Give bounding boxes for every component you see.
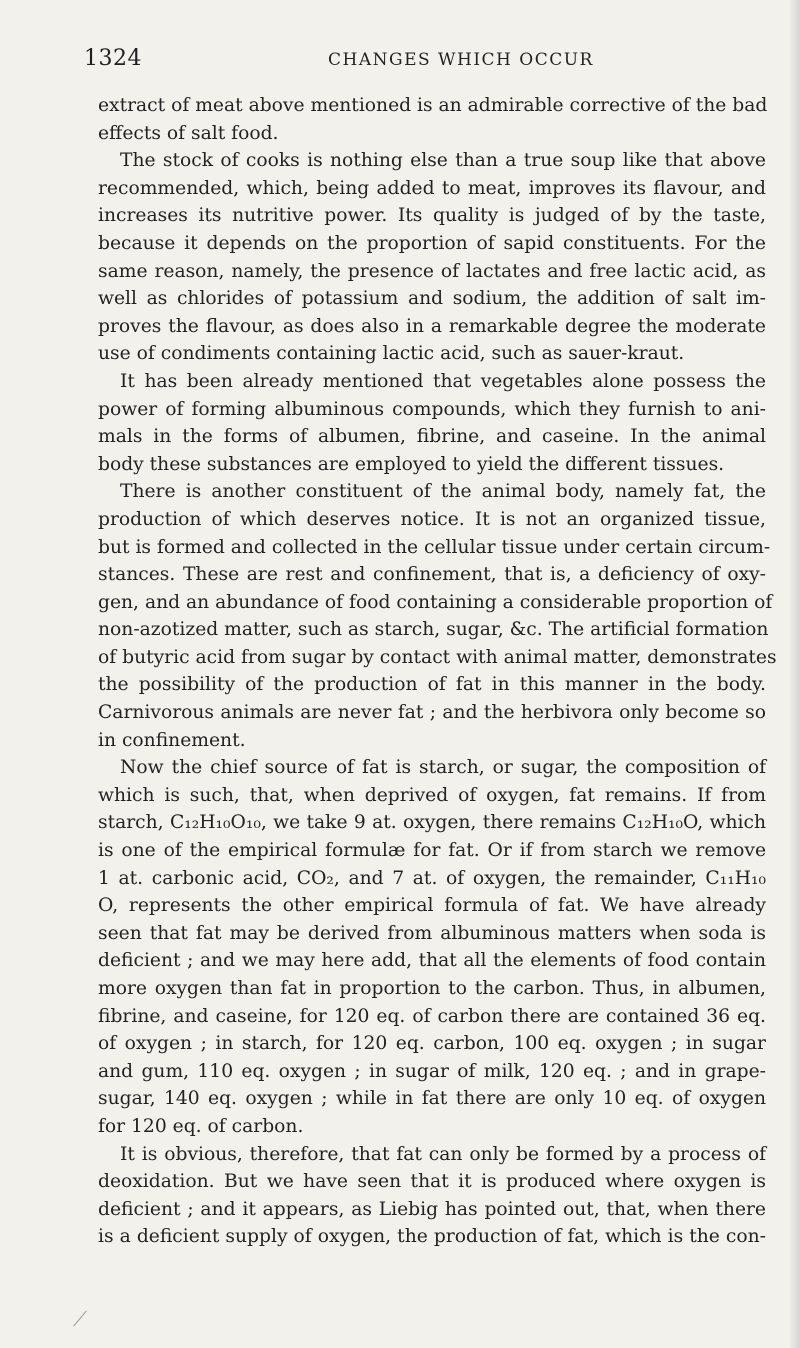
text-line: deficient ; and it appears, as Liebig has pointed out, that, when there	[98, 1198, 766, 1220]
text-line: use of condiments containing lactic acid, such as sauer-kraut.	[98, 343, 685, 365]
text-line: deficient ; and we may here add, that all the elements of food contain	[98, 950, 766, 972]
text-line: Carnivorous animals are never fat ; and the herbivora only become so	[98, 702, 766, 724]
text-line: sugar, 140 eq. oxygen ; while in fat there are only 10 eq. of oxygen	[98, 1088, 766, 1110]
text-line: power of forming albuminous compounds, which they furnish to ani-	[98, 398, 766, 420]
text-line: is one of the empirical formulæ for fat. Or if from starch we remove	[98, 840, 766, 862]
text-line: There is another constituent of the animal body, namely fat, the	[120, 481, 766, 503]
text-line: of butyric acid from sugar by contact with animal matter, demonstrates	[98, 646, 777, 668]
text-line: in confinement.	[98, 729, 246, 751]
text-line: body these substances are employed to yield the different tissues.	[98, 453, 725, 475]
text-line: mals in the forms of albumen, fibrine, and caseine. In the animal	[98, 426, 766, 448]
text-line: is a deficient supply of oxygen, the production of fat, which is the con-	[98, 1226, 766, 1248]
text-line: stances. These are rest and confinement, that is, a deficiency of oxy-	[98, 564, 766, 586]
text-line: O, represents the other empirical formula of fat. We have already	[98, 895, 766, 917]
text-line: gen, and an abundance of food containing a considerable proportion of	[98, 591, 773, 613]
text-line: Now the chief source of fat is starch, or sugar, the composition of	[120, 757, 766, 779]
text-line: more oxygen than fat in proportion to the carbon. Thus, in albumen,	[98, 978, 766, 999]
page-number: 1324	[84, 46, 142, 71]
text-line: non-azotized matter, such as starch, sugar, &c. The artificial formation	[98, 619, 769, 641]
text-line: same reason, namely, the presence of lactates and free lactic acid, as	[98, 260, 766, 282]
text-line: but is formed and collected in the cellular tissue under certain circum-	[98, 536, 771, 558]
text-line: fibrine, and caseine, for 120 eq. of carbon there are contained 36 eq.	[98, 1005, 766, 1027]
text-line: 1 at. carbonic acid, CO₂, and 7 at. of oxygen, the remainder, C₁₁H₁₀	[98, 867, 766, 889]
text-line: seen that fat may be derived from albuminous matters when soda is	[98, 922, 766, 944]
text-line: deoxidation. But we have seen that it is produced where oxygen is	[98, 1171, 766, 1193]
text-line: of oxygen ; in starch, for 120 eq. carbon, 100 eq. oxygen ; in sugar	[98, 1033, 766, 1055]
text-line: for 120 eq. of carbon.	[98, 1115, 304, 1137]
text-line: and gum, 110 eq. oxygen ; in sugar of milk, 120 eq. ; and in grape-	[98, 1060, 766, 1082]
running-title: CHANGES WHICH OCCUR	[328, 50, 594, 70]
body-text	[98, 92, 777, 1251]
text-line: increases its nutritive power. Its quality is judged of by the taste,	[98, 205, 766, 227]
text-line: which is such, that, when deprived of oxygen, fat remains. If from	[98, 784, 766, 806]
text-line: production of which deserves notice. It is not an organized tissue,	[98, 508, 766, 530]
text-line: recommended, which, being added to meat, improves its flavour, and	[98, 177, 766, 199]
text-line: It is obvious, therefore, that fat can only be formed by a process of	[120, 1143, 766, 1165]
text-line: effects of salt food.	[98, 122, 279, 144]
text-line: It has been already mentioned that vegetables alone possess the	[120, 370, 766, 392]
text-line: proves the flavour, as does also in a remarkable degree the moderate	[98, 315, 766, 337]
text-line: because it depends on the proportion of sapid constituents. For the	[98, 232, 766, 254]
text-line: starch, C₁₂H₁₀O₁₀, we take 9 at. oxygen, there remains C₁₂H₁₀O, which	[98, 812, 766, 834]
text-line: well as chlorides of potassium and sodium, the addition of salt im-	[98, 288, 766, 310]
pencil-mark	[73, 1311, 87, 1327]
text-line: the possibility of the production of fat in this manner in the body.	[98, 674, 766, 696]
page-edge-shadow	[788, 0, 800, 1348]
text-line: extract of meat above mentioned is an admirable corrective of the bad	[98, 95, 768, 116]
text-line: The stock of cooks is nothing else than a true soup like that above	[120, 150, 766, 172]
running-head	[80, 46, 780, 80]
